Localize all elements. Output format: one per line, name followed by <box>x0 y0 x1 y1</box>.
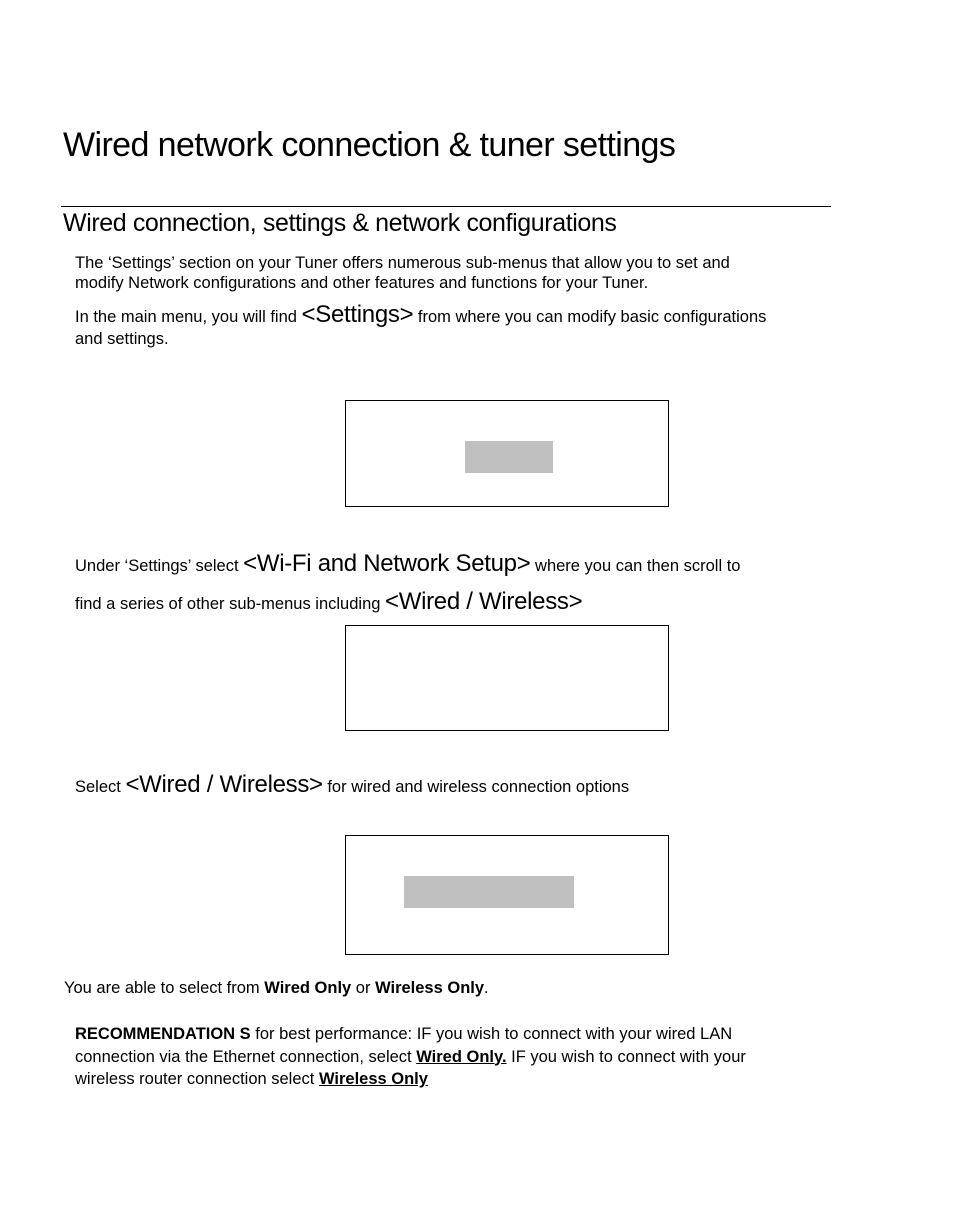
wired-wireless-screen-figure <box>345 835 669 955</box>
wired-wireless-name: <Wired / Wireless> <box>385 588 583 615</box>
intro-line-1: The ‘Settings’ section on your Tuner offers numerous sub-menus that allow you to set and <box>75 254 730 272</box>
select-line: Select <Wired / Wireless> for wired and wireless connection options <box>75 771 630 798</box>
main-menu-line-2: and settings. <box>75 330 169 348</box>
wired-only-link: Wired Only. <box>416 1047 507 1066</box>
main-menu-paragraph <box>75 301 767 350</box>
select-paragraph <box>75 770 629 802</box>
wireless-only-option: Wireless Only <box>375 979 485 997</box>
page-title: Wired network connection & tuner settings <box>63 126 676 164</box>
recommendation-line-2: connection via the Ethernet connection, select Wired Only. IF you wish to connect with your <box>75 1047 746 1066</box>
wireless-only-link: Wireless Only <box>318 1070 428 1088</box>
heading-divider <box>61 206 831 207</box>
settings-menu-name: <Settings> <box>301 301 414 328</box>
wired-only-option: Wired Only <box>264 979 352 997</box>
section-title: Wired connection, settings & network configurations <box>63 209 617 237</box>
main-menu-line-1: In the main menu, you will find <Settings> from where you can modify basic configurations <box>75 301 767 328</box>
recommendation-paragraph <box>75 1023 746 1091</box>
wired-wireless-option-name: <Wired / Wireless> <box>125 771 323 798</box>
recommendation-line-1: RECOMMENDATION S for best performance: IF you wish to connect with your wired LAN <box>75 1025 733 1043</box>
wired-wireless-highlight <box>404 876 574 908</box>
settings-screen-figure <box>345 400 669 507</box>
under-settings-line-2: find a series of other sub-menus including <Wired / Wireless> <box>75 588 583 615</box>
intro-line-2: modify Network configurations and other features and functions for your Tuner. <box>75 274 649 292</box>
options-paragraph: You are able to select from Wired Only or Wireless Only. <box>64 979 489 997</box>
under-settings-paragraph <box>75 546 740 622</box>
network-setup-screen-figure <box>345 625 669 731</box>
wifi-network-setup-name: <Wi-Fi and Network Setup> <box>243 550 531 577</box>
recommendation-label: RECOMMENDATION S <box>75 1025 251 1043</box>
intro-paragraph <box>75 253 730 293</box>
under-settings-line-1: Under ‘Settings’ select <Wi-Fi and Network Setup> where you can then scroll to <box>75 550 741 577</box>
recommendation-line-3: wireless router connection select Wireless Only <box>75 1070 428 1088</box>
settings-highlight <box>465 441 553 473</box>
